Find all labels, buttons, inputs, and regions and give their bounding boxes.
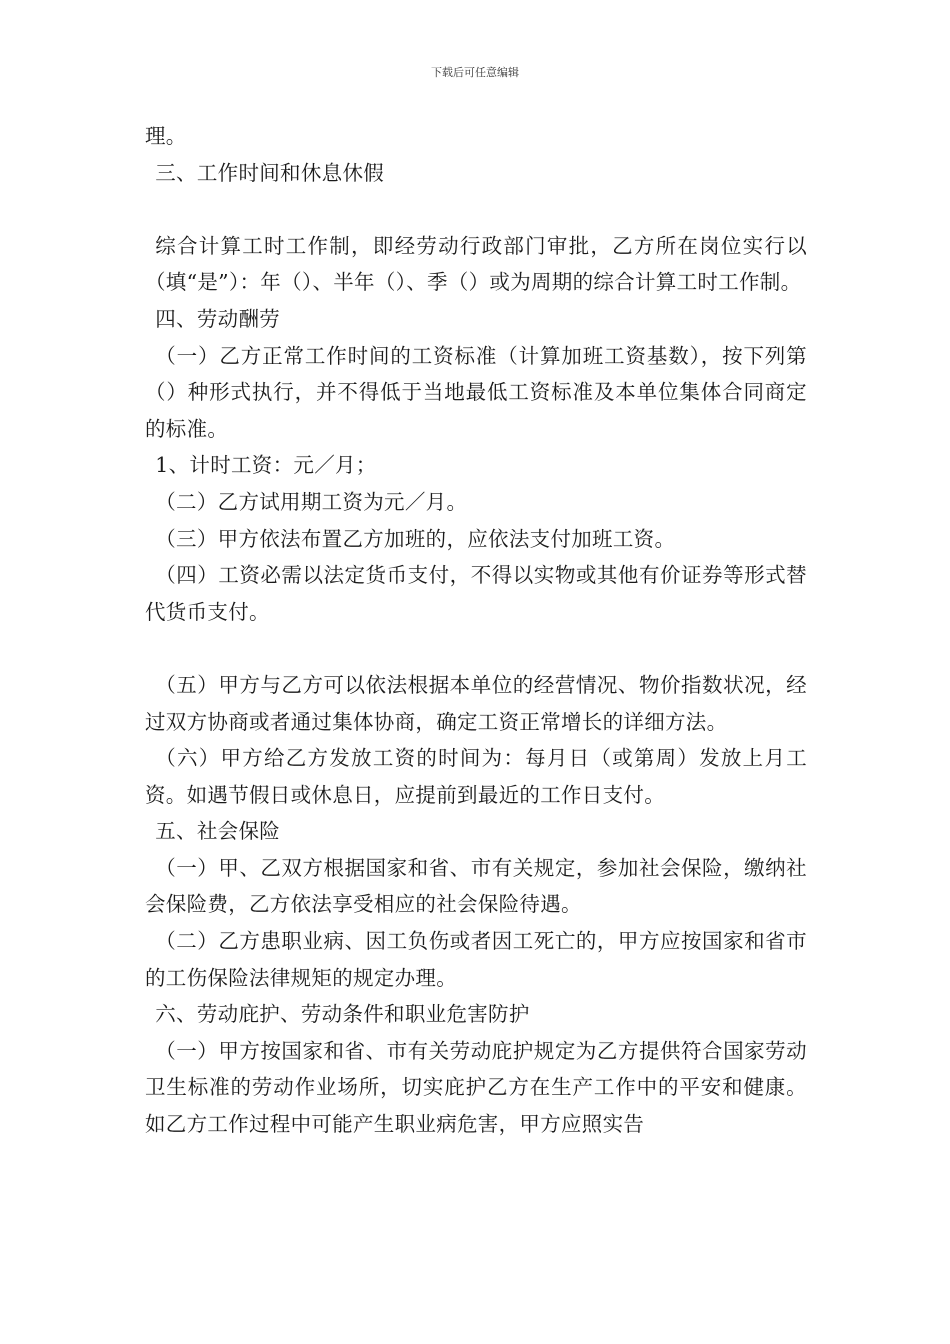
- section-heading-5: 五、社会保险: [155, 819, 281, 844]
- document-body: [145, 118, 807, 1143]
- paragraph: （二）乙方患职业病、因工负伤或者因工死亡的，甲方应按国家和省市的工伤保险法律规矩的规定办理。: [145, 929, 807, 990]
- section-heading-3: 三、工作时间和休息休假: [155, 160, 385, 185]
- paragraph: （三）甲方依法布置乙方加班的，应依法支付加班工资。: [155, 526, 676, 551]
- paragraph: （一）乙方正常工作时间的工资标准（计算加班工资基数），按下列第（）种形式执行，并不得低于当地最低工资标准及本单位集体合同商定的标准。: [145, 343, 807, 441]
- paragraph: 理。: [145, 124, 187, 148]
- blank-line: [145, 191, 807, 228]
- paragraph: （四）工资必需以法定货币支付，不得以实物或其他有价证券等形式替代货币支付。: [145, 563, 807, 624]
- page-header: 下载后可任意编辑: [431, 66, 519, 79]
- blank-line: [145, 630, 807, 667]
- paragraph: （二）乙方试用期工资为元／月。: [155, 489, 468, 514]
- paragraph: （六）甲方给乙方发放工资的时间为：每月日（或第周）发放上月工资。如遇节假日或休息日，应提前到最近的工作日支付。: [145, 746, 807, 807]
- section-heading-6: 六、劳动庇护、劳动条件和职业危害防护: [155, 1002, 530, 1027]
- paragraph: （五）甲方与乙方可以依法根据本单位的经营情况、物价指数状况，经过双方协商或者通过集体协商，确定工资正常增长的详细方法。: [145, 672, 807, 734]
- paragraph: （一）甲方按国家和省、市有关劳动庇护规定为乙方提供符合国家劳动卫生标准的劳动作业场所，切实庇护乙方在生产工作中的平安和健康。如乙方工作过程中可能产生职业病危害，甲方应照实告: [145, 1038, 807, 1137]
- section-heading-4: 四、劳动酬劳: [155, 306, 281, 331]
- paragraph: 1、计时工资：元／月；: [155, 453, 377, 478]
- paragraph: （一）甲、乙双方根据国家和省、市有关规定，参加社会保险，缴纳社会保险费，乙方依法享受相应的社会保险待遇。: [145, 855, 807, 917]
- paragraph: 综合计算工时工作制，即经劳动行政部门审批，乙方所在岗位实行以（填“是”）：年（）、半年（）、季（）或为周期的综合计算工时工作制。: [145, 233, 807, 295]
